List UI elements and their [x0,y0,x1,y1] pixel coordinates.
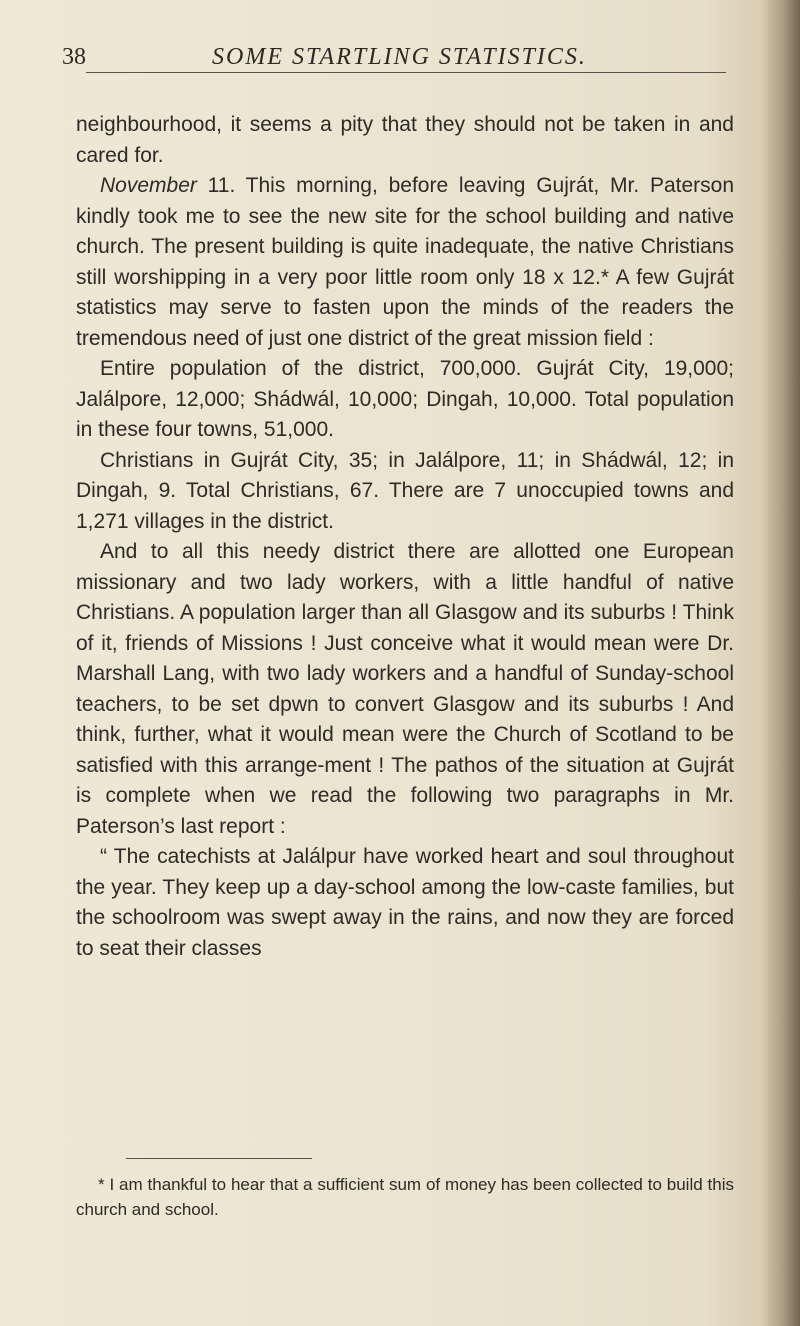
paragraph-5: And to all this needy district there are allotted one European missionary and two lady workers, with a little handful of native Christians. A population larger than all Glasgow and its suburbs ! Think of it, friends of Missions ! Just conceive what it would mean were Dr. Marshall Lang, with two lady workers and a handful of Sunday-school teachers, to be set dpwn to convert Glasgow and its suburbs ! And think, further, what it would mean were the Church of Scotland to be satisfied with this arrange-ment ! The pathos of the situation at Gujrát is complete when we read the following two paragraphs in Mr. Paterson’s last report : [76,540,734,838]
running-title: SOME STARTLING STATISTICS. [212,44,587,70]
paragraph-6: “ The catechists at Jalálpur have worked heart and soul throughout the year. They keep up a day-school among the low-caste families, but the schoolroom was swept away in the rains, and now they are forced to seat their classes [76,845,734,960]
paragraph-3: Entire population of the district, 700,000. Gujrát City, 19,000; Jalálpore, 12,000; Shádwál, 10,000; Dingah, 10,000. Total population in these four towns, 51,000. [76,357,734,441]
footnote-rule [126,1158,312,1159]
footnote: * I am thankful to hear that a sufficient sum of money has been collected to build this church and school. [76,1175,734,1219]
page-edge-shadow [762,0,800,1326]
page-number: 38 [62,44,86,70]
paragraph-2-text: 11. This morning, before leaving Gujrát, Mr. Paterson kindly took me to see the new site for the school building and native church. The present building is quite inadequate, the native Christians still worshipping in a very poor little room only 18 x 12.* A few Gujrát statistics may serve to fasten upon the minds of the readers the tremendous need of just one district of the great mission field : [76,174,734,350]
paragraph-4: Christians in Gujrát City, 35; in Jalálpore, 11; in Shádwál, 12; in Dingah, 9. Total Christians, 67. There are 7 unoccupied towns and 1,271 villages in the district. [76,448,734,533]
date-november: November [100,174,197,197]
paragraph-1: neighbourhood, it seems a pity that they should not be taken in and cared for. [76,113,734,167]
body-text [76,110,734,964]
paragraph-2 [76,171,734,354]
header-rule [86,72,726,73]
